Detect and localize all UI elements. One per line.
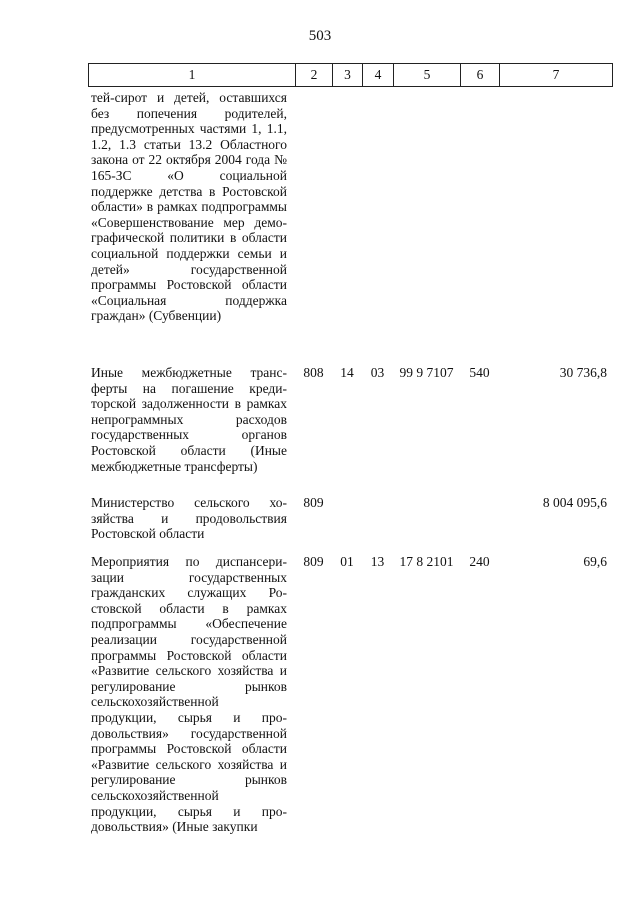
page-number: 503 xyxy=(308,28,332,44)
row-col-2: 809 xyxy=(303,495,324,510)
row-name: Министерство сельского хозяйства и продовольствия Ростовской области xyxy=(91,495,287,542)
table-row xyxy=(88,554,613,839)
budget-table xyxy=(88,63,613,839)
row-col-7: 30 736,8 xyxy=(559,365,607,380)
row-col-4: 03 xyxy=(370,365,385,380)
header-col-1: 1 xyxy=(89,64,296,86)
header-col-3: 3 xyxy=(333,64,363,86)
row-col-3: 01 xyxy=(340,554,354,569)
row-col-7: 8 004 095,6 xyxy=(542,495,607,510)
table-row xyxy=(88,495,613,554)
table-row xyxy=(88,365,613,495)
row-col-5: 17 8 2101 xyxy=(399,554,454,569)
row-name: тей-сирот и детей, оставшихся без попечения родителей, предусмотренных частями 1, 1.1, 1.2, 1.3 статьи 13.2 Областного закона от 22 октября 2004 года № 165-ЗС «О социальной поддержке детства в Ростовской области» в рамках подпрограммы «Совершенствование мер демографической политики в области социальной поддержки семьи и детей» государственной программы Ростовской области «Социальная поддержка граждан» (Субвенции) xyxy=(91,90,287,324)
row-col-6: 540 xyxy=(469,365,490,380)
row-col-4: 13 xyxy=(370,554,385,569)
row-name: Мероприятия по диспансеризации государственных гражданских служащих Ростовской области в рамках подпрограммы «Обеспечение реализации государственной программы Ростовской области «Развитие сельского хозяйства и регулирование рынков сельскохозяйственной продукции, сырья и продовольствия» государственной программы Ростовской области «Развитие сельского хозяйства и регулирование рынков сельскохозяйственной продукции, сырья и продовольствия» (Иные закупки xyxy=(91,554,287,835)
row-col-6: 240 xyxy=(469,554,490,569)
row-col-3: 14 xyxy=(340,365,354,380)
table-header-row xyxy=(88,63,613,87)
header-col-6: 6 xyxy=(461,64,500,86)
table-row xyxy=(88,90,613,365)
row-col-2: 808 xyxy=(303,365,324,380)
header-col-4: 4 xyxy=(363,64,394,86)
row-col-2: 809 xyxy=(303,554,324,569)
header-col-5: 5 xyxy=(394,64,461,86)
row-col-5: 99 9 7107 xyxy=(399,365,454,380)
header-col-2: 2 xyxy=(296,64,333,86)
row-col-7: 69,6 xyxy=(583,554,607,569)
header-col-7: 7 xyxy=(552,67,560,82)
row-name: Иные межбюджетные трансферты на погашение кредиторской задолженности в рамках непрограммных расходов государственных органов Ростовской области (Иные межбюджетные трансферты) xyxy=(91,365,287,474)
